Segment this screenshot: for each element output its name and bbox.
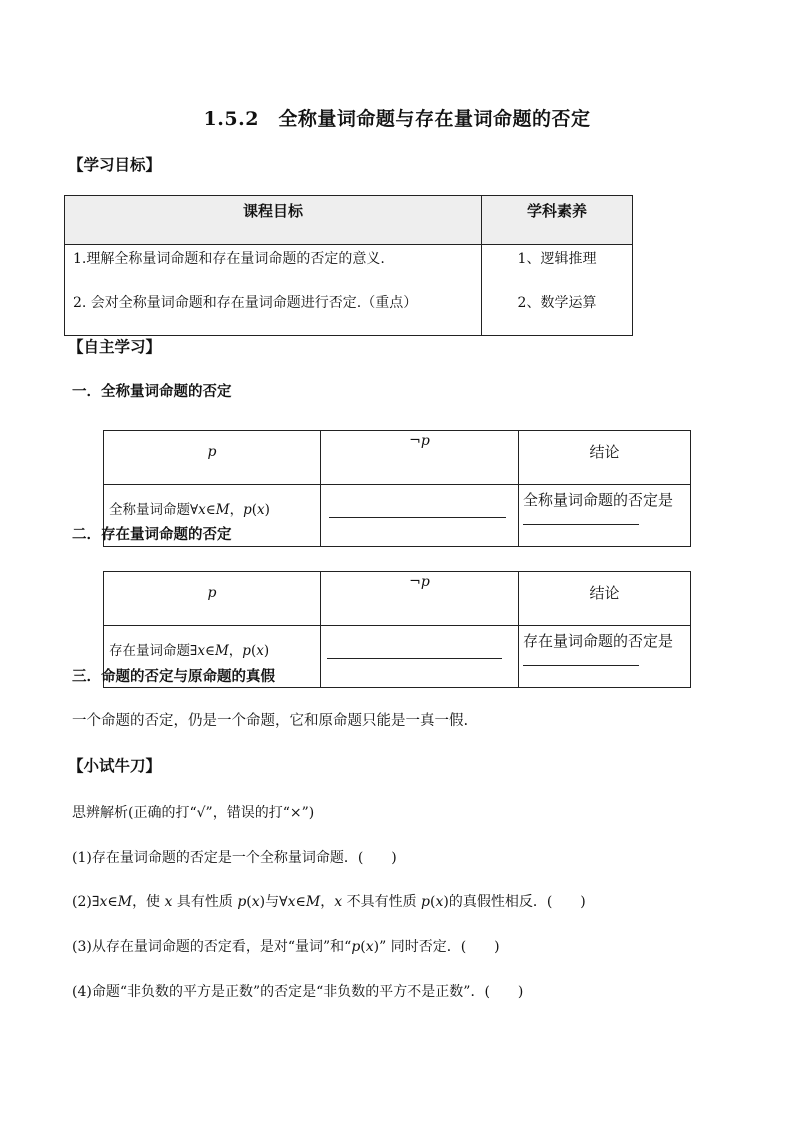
separator: ， [228, 643, 243, 659]
q2-var: x [334, 894, 343, 910]
conclusion-text: 存在量词命题的否定是 [523, 632, 674, 650]
col-header-not-p: ¬p [321, 431, 519, 485]
set-m: M [214, 643, 229, 659]
q3-text: (3)从存在量词命题的否定看，是对“量词”和“ [72, 939, 352, 955]
q3-text: ( [360, 939, 366, 955]
separator: ， [229, 502, 244, 518]
q3-var: p [351, 939, 361, 955]
element-of: ∈ [204, 643, 215, 659]
paren-open: ( [251, 502, 258, 518]
conclusion-cell [519, 626, 691, 688]
q2-text: 不具有性质 [342, 894, 422, 910]
predicate-p: p [243, 502, 252, 518]
question-3 [72, 936, 500, 956]
q2-var: M [117, 894, 133, 910]
paren-open: ( [250, 643, 257, 659]
conclusion-text: 全称量词命题的否定是 [523, 491, 674, 509]
q2-var: x [164, 894, 173, 910]
q2-text: ( [430, 894, 436, 910]
goal-item: 2. 会对全称量词命题和存在量词命题进行否定.（重点） [73, 295, 418, 311]
q2-text: ， [320, 894, 335, 910]
negation-blank-cell [321, 485, 519, 547]
col-header-conclusion: 结论 [519, 572, 691, 626]
q2-var: p [237, 894, 247, 910]
answer-blank[interactable] [523, 665, 639, 666]
answer-blank[interactable] [327, 658, 502, 659]
answer-blank[interactable] [329, 517, 506, 518]
question-2 [72, 891, 586, 911]
col-header-p: p [104, 431, 321, 485]
col-header-not-p: ¬p [321, 572, 519, 626]
q2-text: ∈ [295, 894, 306, 910]
q2-var: M [305, 894, 321, 910]
q2-text: (2)∃ [72, 894, 100, 910]
exercise-intro: 思辨解析(正确的打“√”，错误的打“×”) [72, 805, 315, 821]
literacy-item: 2、数学运算 [517, 295, 597, 311]
q2-text: )与∀ [259, 894, 288, 910]
conclusion-cell [519, 485, 691, 547]
part3-heading: 三．命题的否定与原命题的真假 [72, 668, 275, 685]
predicate-p: p [242, 643, 251, 659]
q2-text: ∈ [107, 894, 118, 910]
goals-header-course: 课程目标 [65, 196, 482, 245]
part2-heading: 二．存在量词命题的否定 [72, 526, 232, 543]
answer-blank[interactable] [523, 524, 639, 525]
q2-text: 具有性质 [172, 894, 238, 910]
set-m: M [215, 502, 230, 518]
var-x: x [198, 502, 206, 518]
q2-var: x [287, 894, 296, 910]
part1-heading: 一．全称量词命题的否定 [72, 383, 232, 400]
question-4: (4)命题“非负数的平方是正数”的否定是“非负数的平方不是正数”．( ) [72, 984, 524, 1000]
goals-header-literacy: 学科素养 [482, 196, 633, 245]
page-title: 1.5.2 全称量词命题与存在量词命题的否定 [203, 108, 591, 130]
q2-text: ( [246, 894, 252, 910]
q3-text: )” 同时否定．( ) [373, 939, 500, 955]
q2-var: x [435, 894, 444, 910]
self-study-heading: 【自主学习】 [68, 337, 162, 356]
goal-item: 1.理解全称量词命题和存在量词命题的否定的意义. [73, 251, 385, 267]
paren-close: ) [263, 643, 270, 659]
question-1: (1)存在量词命题的否定是一个全称量词命题．( ) [72, 850, 397, 866]
arg-x: x [257, 502, 265, 518]
learning-goals-table [64, 195, 633, 336]
arg-x: x [256, 643, 264, 659]
q2-var: p [421, 894, 430, 910]
part3-text: 一个命题的否定，仍是一个命题，它和原命题只能是一真一假. [72, 713, 469, 729]
q2-text: )的真假性相反．( ) [443, 894, 586, 910]
proposition-prefix: 存在量词命题∃ [109, 643, 198, 659]
var-x: x [197, 643, 205, 659]
q2-text: ，使 [132, 894, 165, 910]
paren-close: ) [264, 502, 270, 518]
learning-goals-heading: 【学习目标】 [68, 155, 162, 174]
element-of: ∈ [205, 502, 216, 518]
col-header-p: p [104, 572, 321, 626]
literacy-cell [482, 245, 633, 336]
try-it-heading: 【小试牛刀】 [68, 756, 162, 775]
q2-var: x [251, 894, 260, 910]
proposition-prefix: 全称量词命题∀ [109, 502, 199, 518]
col-header-conclusion: 结论 [519, 431, 691, 485]
negation-blank-cell [321, 626, 519, 688]
literacy-item: 1、逻辑推理 [517, 251, 597, 267]
q2-var: x [99, 894, 108, 910]
q3-var: x [365, 939, 374, 955]
goals-cell [65, 245, 482, 336]
